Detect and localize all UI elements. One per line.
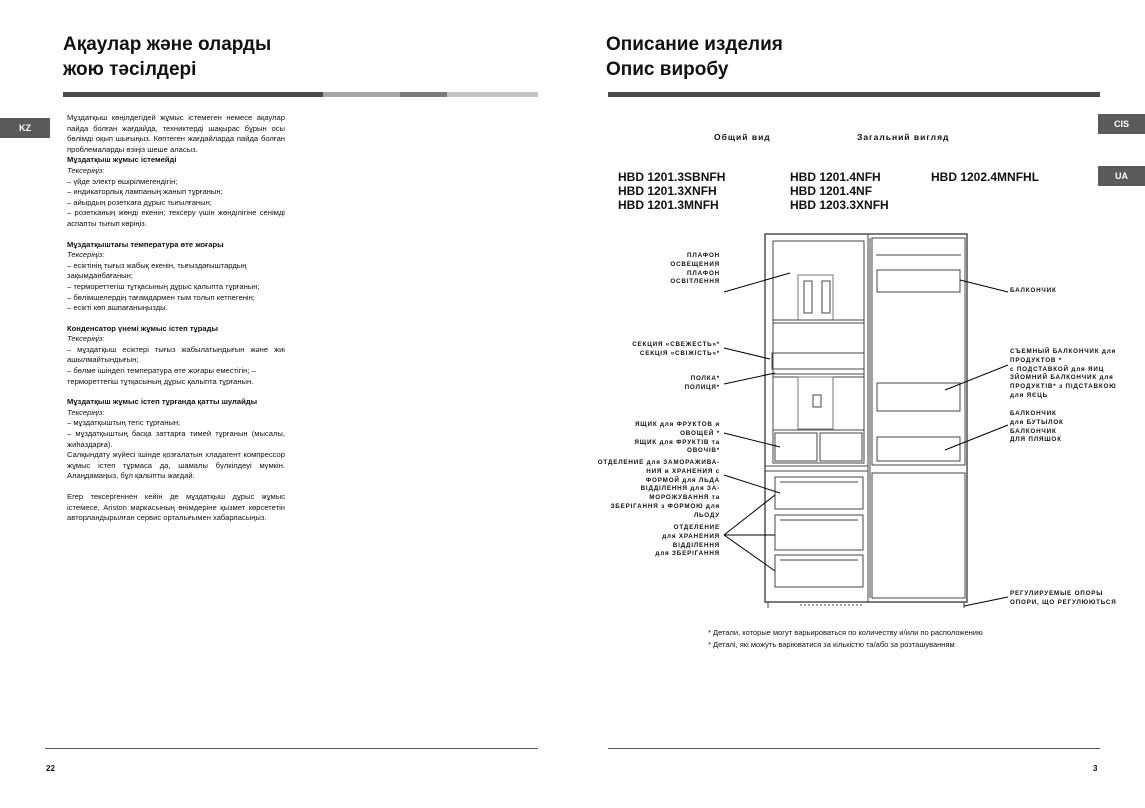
model-list-2: HBD 1201.4NFH HBD 1201.4NF HBD 1203.3XNFH xyxy=(790,170,889,212)
closing-paragraph: Егер тексергеннен кейін де мұздатқыш дұрыс жұмыс істемесе, Ariston маркасының өнімдеріне қызмет көрсететін авторландырылған сервис орталығымен хабарласыңыз. xyxy=(67,492,285,523)
right-page-title: Описание изделия Опис виробу xyxy=(606,34,783,80)
label-crisper: ЯЩИК для ФРУКТОВ и ОВОЩЕЙ * ЯЩИК для ФРУКТІВ та ОВОЧІВ* xyxy=(634,421,720,455)
left-footer-rule xyxy=(45,748,538,749)
label-bottle-balcony: БАЛКОНЧИК для БУТЫЛОК БАЛКОНЧИК ДЛЯ ПЛЯШОК xyxy=(1010,410,1064,444)
model-list-1: HBD 1201.3SBNFH HBD 1201.3XNFH HBD 1201.3MNFH xyxy=(618,170,726,212)
label-lamp: ПЛАФОН ОСВЕЩЕНИЯ ПЛАФОН ОСВІТЛЕННЯ xyxy=(670,252,720,286)
label-adjustable-feet: РЕГУЛИРУЕМЫЕ ОПОРЫ ОПОРИ, ЩО РЕГУЛЮЮТЬСЯ xyxy=(1010,590,1117,606)
section-heading: Конденсатор үнемі жұмыс істеп тұрады xyxy=(67,323,218,333)
label-freezer: ОТДЕЛЕНИЕ для ЗАМОРАЖИВА- НИЯ и ХРАНЕНИЯ с ФОРМОЙ для ЛЬДА ВІДДІЛЕННЯ для ЗА- МОРОЖУВАННЯ та ЗБЕРІГАННЯ з ФОРМОЮ для ЛЬОДУ xyxy=(597,459,720,519)
footnotes: * Детали, которые могут варьироваться по количеству и/или по расположению * Деталі, які можуть варіюватися за кількістю та/або за розташуванням xyxy=(708,628,983,649)
right-footer-rule xyxy=(608,748,1100,749)
heading-general-view-ua: Загальний вигляд xyxy=(857,132,950,142)
section-heading: Мұздатқыш жұмыс істеп тұрғанда қатты шулайды xyxy=(67,397,258,407)
label-balcony: БАЛКОНЧИК xyxy=(1010,287,1057,294)
section-heading: Мұздатқыш жұмыс істемейді xyxy=(67,155,177,165)
label-shelf: ПОЛКА* ПОЛИЦЯ* xyxy=(684,375,720,391)
section-noise: Мұздатқыш жұмыс істеп тұрғанда қатты шулайды Тексеріңіз: – мұздатқыштың тегіс тұрғанын; – мұздатқыштың басқа заттарға тимей тұрғанын (мысалы, жиһаздарға). Салқындату жүйесі ішінде қозғалатын хладагент компрессор жұмыс істеп тұрмаса да, шамалы бүлкілдеуі мүмкін. Алаңдамаңыз, бұл қалыпты жағдай. xyxy=(67,397,285,481)
troubleshooting-text xyxy=(67,113,285,524)
right-page-number: 3 xyxy=(1093,764,1098,773)
label-freshness-section: СЕКЦИЯ «СВЕЖЕСТЬ»* СЕКЦІЯ «СВІЖІСТЬ»* xyxy=(632,341,720,357)
section-not-working: Мұздатқыш жұмыс істемейді Тексеріңіз: – үйде электр өшірілмегендігін; – индикаторлық лампаның жанып тұрғанын; – айырдың розеткаға дұрыс тығылғанын; – розетканың жөнді екенін; тексеру үшін жөнділігіне сенімді аспапты тығып көріңіз. xyxy=(67,155,285,228)
label-egg-balcony: СЪЕМНЫЙ БАЛКОНЧИК для ПРОДУКТОВ * с ПОДСТАВКОЙ для ЯИЦ ЗЙОМНИЙ БАЛКОНЧИК для ПРОДУКТІВ* з ПІДСТАВКОЮ для ЯЄЦЬ xyxy=(1010,348,1117,399)
model-list-3: HBD 1202.4MNFHL xyxy=(931,170,1040,184)
heading-general-view-ru: Общий вид xyxy=(714,132,771,142)
left-page-number: 22 xyxy=(46,764,55,773)
section-temp-high: Мұздатқыштағы температура өте жоғары Тексеріңіз: – есіктінің тығыз жабық екенін, тығыздағыштардың зақымданбағанын; – термореттегіш тұтқасының дұрыс қалыпта тұрғанын; – бөлімшелердің тағамдармен тым толып кетпегенін; – есікті көп ашпағаныңызды. xyxy=(67,240,285,314)
left-title-bar xyxy=(63,92,538,97)
section-condenser: Конденсатор үнемі жұмыс істеп тұрады Тексеріңіз: – мұздатқыш есіктері тығыз жабылатындығын және жиі ашылмайтындығын; – бөлме ішіндегі температура өте жоғары еместігін; – термореттегіш тұтқасының дұрыс қалыпта тұрғанын. xyxy=(67,323,285,386)
label-storage: ОТДЕЛЕНИЕ для ХРАНЕНИЯ ВІДДІЛЕННЯ для ЗБЕРІГАННЯ xyxy=(655,524,720,558)
right-title-bar xyxy=(608,92,1100,97)
intro-paragraph: Мұздатқыш көңілдегідей жұмыс істемеген немесе ақаулар пайда болған жағдайда, техниктерді шақырас бұрын осы бөлімді оқып шығыңыз. Көптеген жағдайларда пайда болған проблемаларды өзіңіз шеше аласыз. xyxy=(67,113,285,154)
lang-tab-cis: CIS xyxy=(1098,114,1145,134)
lang-tab-ua: UA xyxy=(1098,166,1145,186)
section-heading: Мұздатқыштағы температура өте жоғары xyxy=(67,239,224,249)
left-page-title: Ақаулар және оларды жою тәсілдері xyxy=(63,34,272,80)
lang-tab-kz: KZ xyxy=(0,118,50,138)
